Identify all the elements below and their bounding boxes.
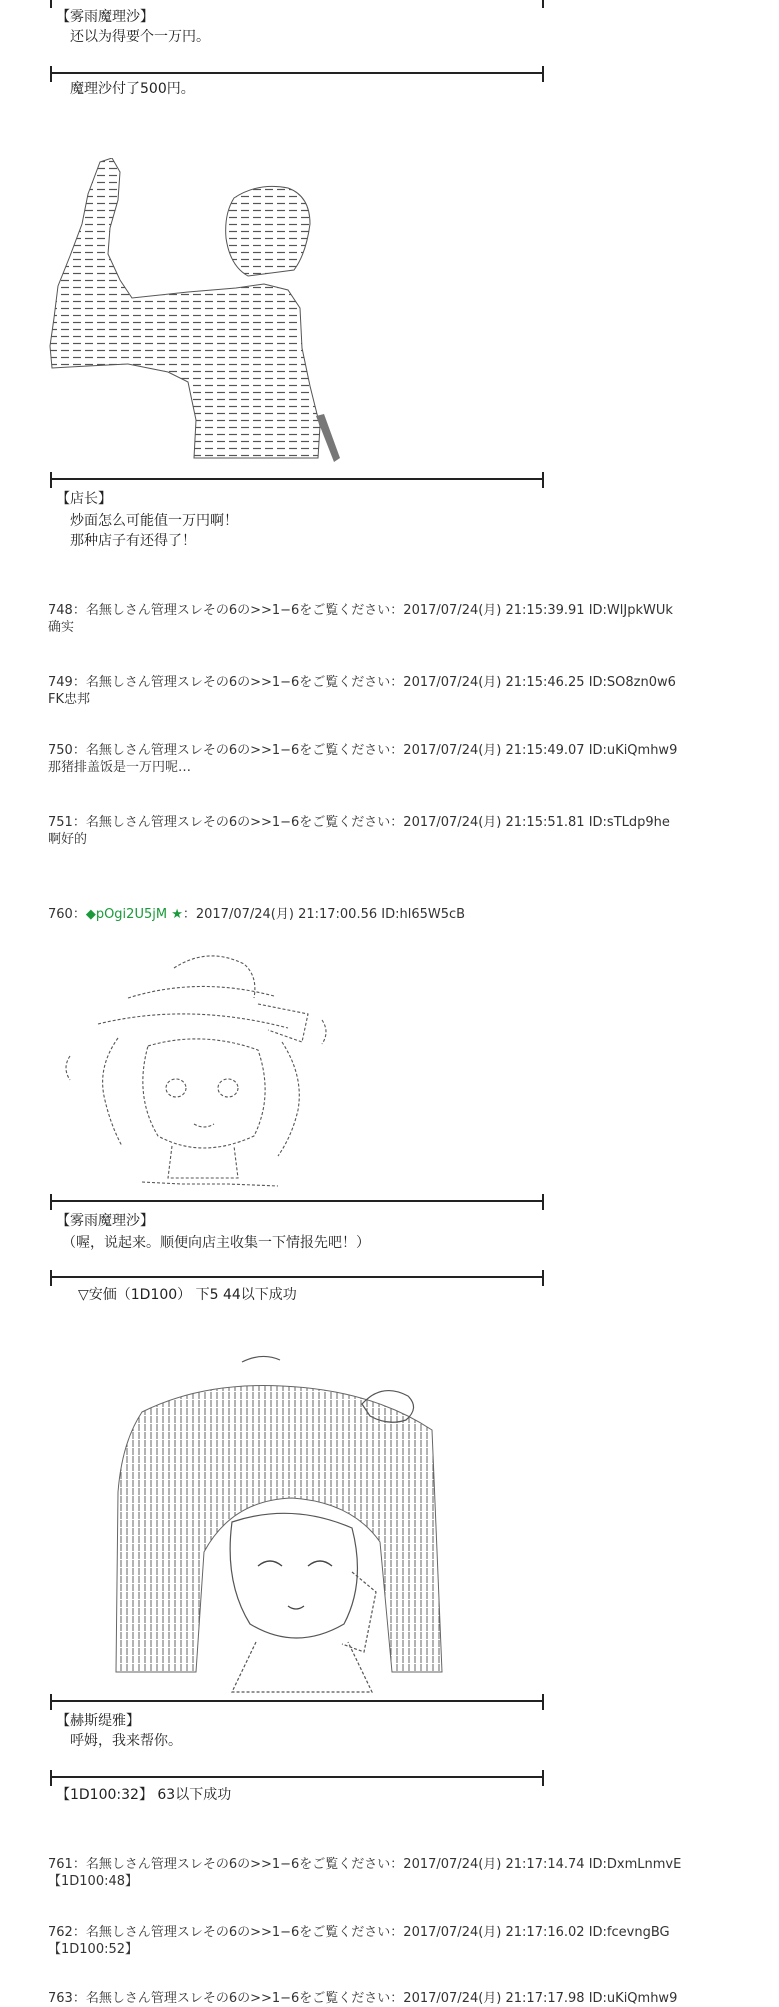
post-header: 750：名無しさん管理スレその6の>>1−6をご覧ください：2017/07/24(月) 21:15:49.07 ID:uKiQmhw9 bbox=[48, 743, 678, 758]
divider-rule bbox=[50, 1276, 544, 1278]
anka-line: ▽安価（1D100） 下5 44以下成功 bbox=[78, 1287, 297, 1303]
speaker-label: 【雾雨魔理沙】 bbox=[56, 9, 154, 25]
post-body: 【1D100:48】 bbox=[48, 1874, 139, 1889]
post-header: 748：名無しさん管理スレその6の>>1−6をご覧ください：2017/07/24(月) 21:15:39.91 ID:WlJpkWUk bbox=[48, 603, 673, 618]
post-meta: ：2017/07/24(月) 21:17:00.56 ID:hl65W5cB bbox=[182, 907, 466, 922]
post-header: 749：名無しさん管理スレその6の>>1−6をご覧ください：2017/07/24(月) 21:15:46.25 ID:SO8zn0w6 bbox=[48, 675, 676, 690]
dice-result-line: 【1D100:32】 63以下成功 bbox=[56, 1787, 232, 1803]
author-trip: ◆pOgi2U5jM ★ bbox=[85, 907, 183, 922]
post-762 bbox=[48, 1924, 670, 1958]
divider-rule bbox=[50, 478, 544, 480]
post-number: 760： bbox=[48, 907, 86, 922]
post-760-author bbox=[48, 906, 465, 923]
speaker-label: 【雾雨魔理沙】 bbox=[56, 1213, 154, 1229]
post-body: FK忠邦 bbox=[48, 692, 91, 707]
speaker-label: 【店长】 bbox=[56, 491, 112, 507]
divider-rule bbox=[50, 1776, 544, 1778]
post-748 bbox=[48, 602, 673, 636]
post-761 bbox=[48, 1856, 681, 1890]
dialogue-line: 炒面怎么可能值一万円啊！ bbox=[70, 513, 238, 529]
post-751 bbox=[48, 814, 670, 848]
ascii-art-man bbox=[48, 158, 418, 468]
post-header bbox=[48, 906, 465, 923]
dialogue-line: 呼姆，我来帮你。 bbox=[70, 1733, 182, 1749]
narration-line: 魔理沙付了500円。 bbox=[70, 81, 195, 97]
divider-rule bbox=[50, 72, 544, 74]
thought-line: （喔，说起来。顺便向店主收集一下情报先吧！） bbox=[62, 1235, 370, 1251]
speaker-label: 【赫斯缇雅】 bbox=[56, 1713, 140, 1729]
post-749 bbox=[48, 674, 676, 708]
divider-rule bbox=[50, 1200, 544, 1202]
post-header: 751：名無しさん管理スレその6の>>1−6をご覧ください：2017/07/24(月) 21:15:51.81 ID:sTLdp9he bbox=[48, 815, 670, 830]
post-header: 761：名無しさん管理スレその6の>>1−6をご覧ください：2017/07/24(月) 21:17:14.74 ID:DxmLnmvE bbox=[48, 1857, 682, 1872]
post-body: 那猪排盖饭是一万円呢… bbox=[48, 760, 192, 775]
post-body: 确实 bbox=[48, 620, 75, 635]
dialogue-line: 还以为得要个一万円。 bbox=[70, 29, 210, 45]
post-header: 763：名無しさん管理スレその6の>>1−6をご覧ください：2017/07/24(月) 21:17:17.98 ID:uKiQmhw9 bbox=[48, 1991, 678, 2006]
dialogue-line: 那种店子有还得了！ bbox=[70, 533, 196, 549]
post-body: 啊好的 bbox=[48, 832, 88, 847]
post-body: 【1D100:52】 bbox=[48, 1942, 139, 1957]
post-763 bbox=[48, 1990, 677, 2007]
divider-rule bbox=[50, 1700, 544, 1702]
ascii-art-marisa bbox=[58, 946, 348, 1196]
ascii-art-hestia bbox=[112, 1352, 462, 1702]
post-750 bbox=[48, 742, 677, 776]
post-header: 762：名無しさん管理スレその6の>>1−6をご覧ください：2017/07/24(月) 21:17:16.02 ID:fcevngBG bbox=[48, 1925, 670, 1940]
